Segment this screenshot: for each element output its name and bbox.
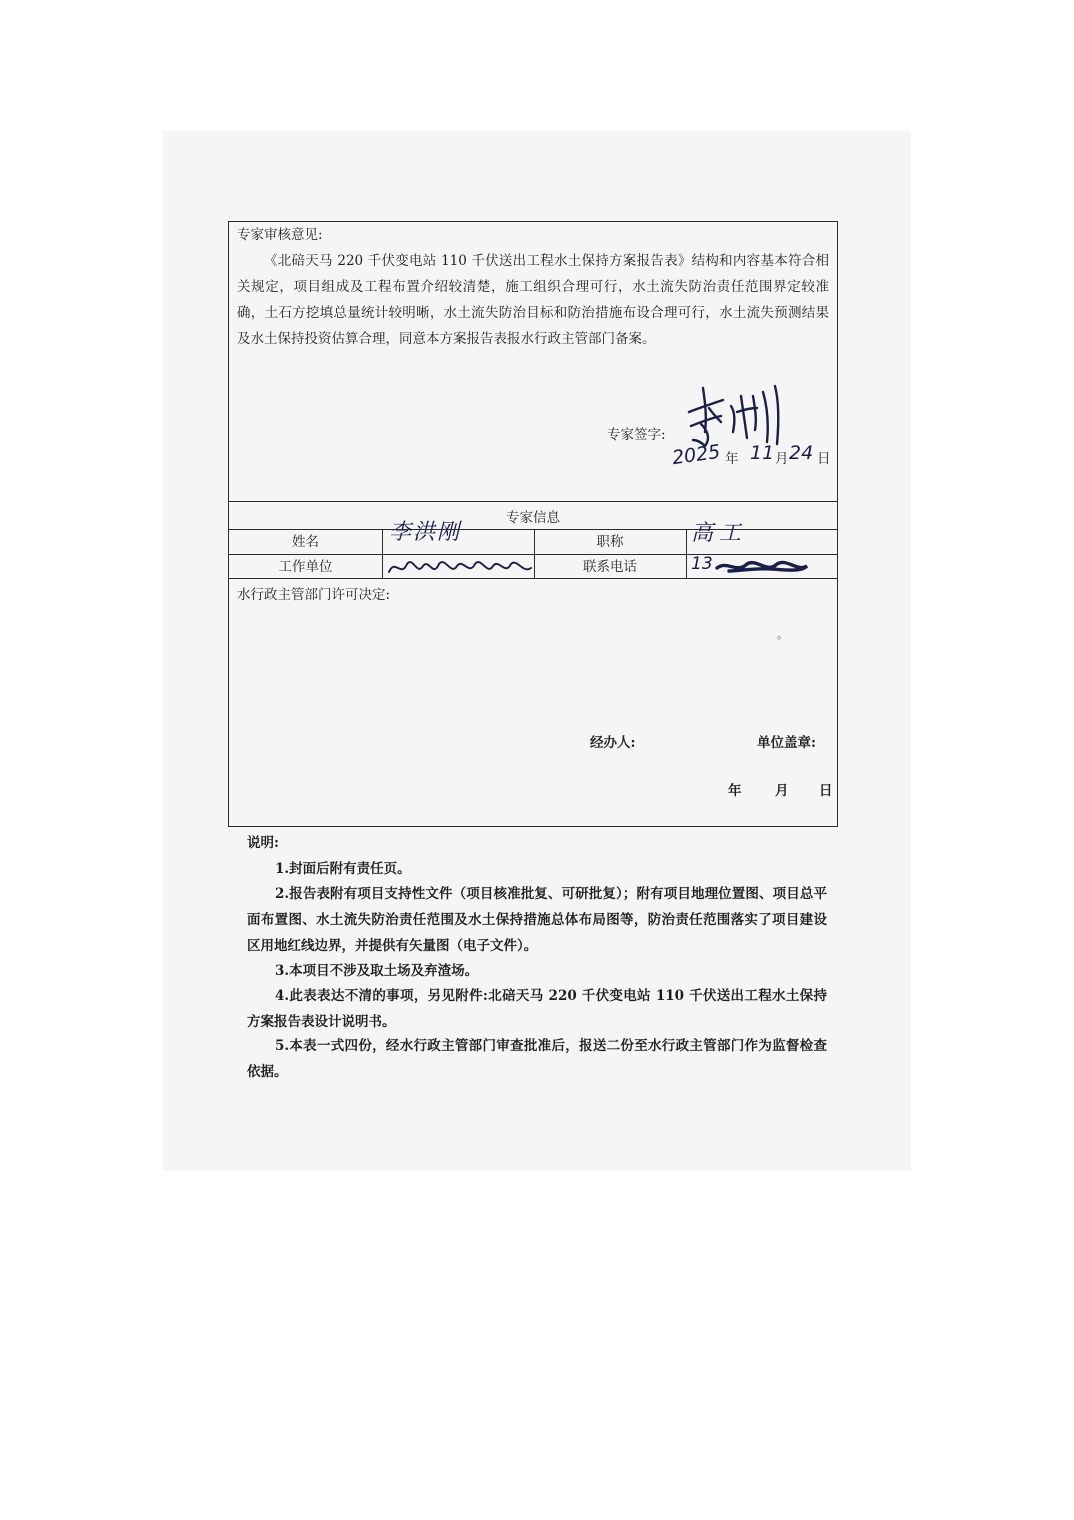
note-2: 2.报告表附有项目支持性文件（项目核准批复、可研批复）；附有项目地理位置图、项目总平面布置图、水土流失防治责任范围及水土保持措施总体布局图等，防治责任范围落实了项目建设区用地红线边界，并提供有矢量图（电子文件）。 <box>247 886 827 954</box>
approval-heading: 水行政主管部门许可决定: <box>237 587 391 603</box>
review-heading: 专家审核意见: <box>237 227 323 243</box>
date-month-label: 月 <box>775 451 789 467</box>
seal-label: 单位盖章: <box>757 735 816 751</box>
expert-title-handwritten: 高工 <box>691 521 748 546</box>
date-day-label: 日 <box>817 451 831 467</box>
note-5: 5.本表一式四份，经水行政主管部门审查批准后，报送二份至水行政主管部门作为监督检查依据。 <box>247 1038 827 1080</box>
handwritten-day: 24 <box>789 442 814 464</box>
expert-phone-handwritten: 13 <box>691 554 713 574</box>
handler-label: 经办人: <box>590 735 636 751</box>
expert-signature <box>681 382 791 452</box>
note-4: 4.此表表达不清的事项，另见附件:北碚天马 220 千伏变电站 110 千伏送出工程水土保持方案报告表设计说明书。 <box>247 988 827 1030</box>
review-form-table: 专家审核意见: 《北碚天马 220 千伏变电站 110 千伏送出工程水土保持方案报告表》结构和内容基本符合相关规定，项目组成及工程布置介绍较清楚，施工组织合理可行，水土流失防治责任范围界定较准确，土石方挖填总量统计较明晰，水土流失防治目标和防治措施布设合理可行，水土流失预测结果及水土保持投资估算合理，同意本方案报告表报水行政主管部门备案。 专家签字: 2025 年 11 月 24 日 专家信息 姓名 职称 工作单位 联系电话 李洪刚 高工 13 水行政主管部门许可决定: 。 经办人: 单位盖章: 年 月 日 <box>228 221 838 827</box>
expert-info-title: 专家信息 <box>506 510 560 526</box>
unit-label: 工作单位 <box>278 559 333 575</box>
approval-date-year: 年 <box>728 783 742 799</box>
name-label: 姓名 <box>292 534 319 550</box>
note-1: 1.封面后附有责任页。 <box>275 861 411 877</box>
expert-name-handwritten: 李洪刚 <box>389 520 462 545</box>
expert-unit-handwritten <box>385 554 535 582</box>
review-body: 《北碚天马 220 千伏变电站 110 千伏送出工程水土保持方案报告表》结构和内容基本符合相关规定，项目组成及工程布置介绍较清楚，施工组织合理可行，水土流失防治责任范围界定较准确，土石方挖填总量统计较明晰，水土流失防治目标和防治措施布设合理可行，水土流失预测结果及水土保持投资估算合理，同意本方案报告表报水行政主管部门备案。 <box>237 253 829 347</box>
approval-date-day: 日 <box>819 783 833 799</box>
note-3: 3.本项目不涉及取土场及弃渣场。 <box>275 963 479 979</box>
handwritten-year: 2025 <box>670 440 722 470</box>
signature-label: 专家签字: <box>607 427 666 443</box>
phone-label: 联系电话 <box>583 559 637 575</box>
approval-date-month: 月 <box>775 783 789 799</box>
title-label: 职称 <box>596 534 624 550</box>
date-year-label: 年 <box>725 451 739 467</box>
notes-heading: 说明: <box>247 835 279 851</box>
handwritten-month: 11 <box>750 442 775 464</box>
phone-redaction-scribble <box>715 556 815 578</box>
